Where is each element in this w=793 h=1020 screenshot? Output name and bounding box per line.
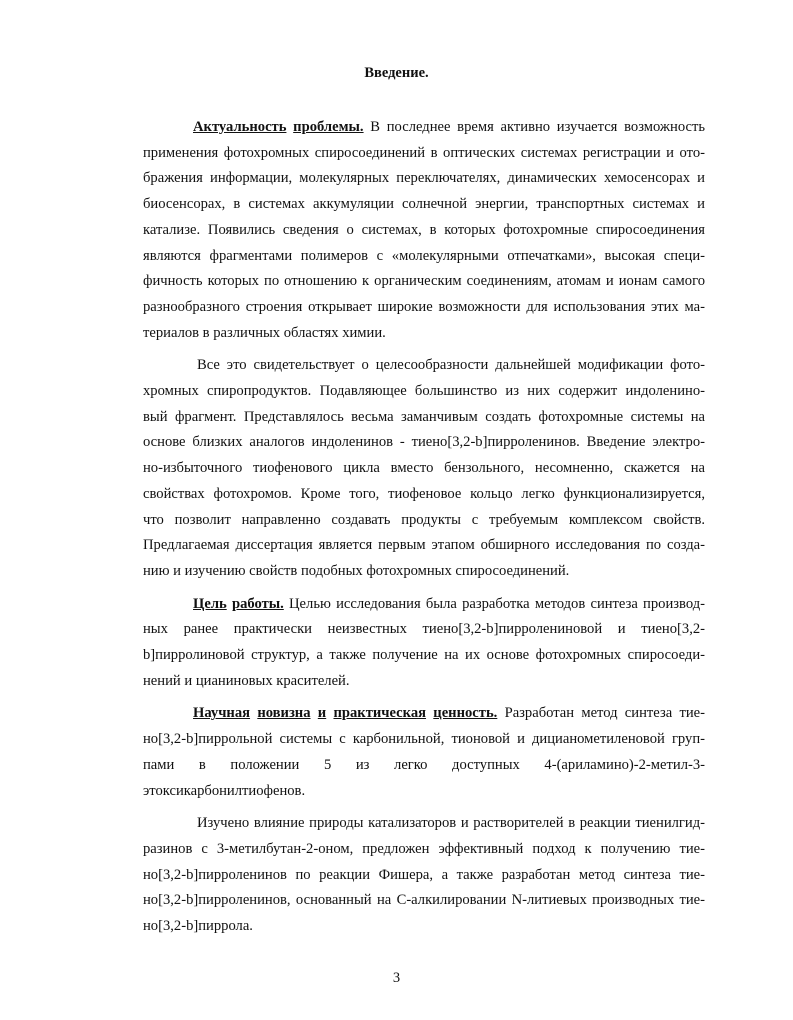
- paragraph-goal: [143, 592, 705, 695]
- text-line: основе близких аналогов индоленинов - тиено[3,2-b]пирроленинов. Введение электро-: [143, 434, 705, 451]
- text-line: но[3,2-b]пирроленинов, основанный на C-алкилировании N-литиевых производных тие-: [143, 892, 705, 909]
- text-line: биосенсорах, в системах аккумуляции солнечной энергии, транспортных системах и: [143, 196, 705, 213]
- text-line: этоксикарбонилтиофенов.: [143, 782, 306, 799]
- text-line: [143, 701, 705, 727]
- text-line: вый фрагмент. Представлялось весьма заманчивым создать фотохромные системы на: [143, 408, 705, 425]
- text-line: разнообразного строения открывает широкие возможности для использования этих ма-: [143, 298, 705, 315]
- text-line: фичность которых по отношению к органическим соединениям, атомам и ионам самого: [143, 273, 705, 290]
- section-label-word: работы.: [231, 595, 284, 612]
- text-line: применения фотохромных спиросоединений в оптических системах регистрации и ото-: [143, 144, 705, 161]
- text-line: бражения информации, молекулярных переключателях, динамических хемосенсорах и: [143, 170, 705, 187]
- section-heading: Введение.: [364, 65, 429, 81]
- text-line: [143, 115, 705, 141]
- text-run: Целью исследования была разработка методов синтеза производ-: [283, 595, 705, 612]
- text-line: разинов с 3-метилбутан-2-оном, предложен эффективный подход к получению тие-: [143, 840, 705, 857]
- text-line: но[3,2-b]пиррола.: [143, 918, 253, 935]
- text-line: b]пирролиновой структур, а также получение на их основе фотохромных спиросоеди-: [143, 647, 705, 664]
- section-label-word: Актуальность: [193, 119, 287, 135]
- text-line: нию и изучению свойств подобных фотохромных спиросоединений.: [143, 562, 570, 579]
- text-run: В последнее время активно изучается возможность: [363, 119, 705, 135]
- text-line: что позволит направленно создавать продукты с требуемым комплексом свойств.: [143, 511, 705, 528]
- section-label-word: Научная: [193, 705, 251, 722]
- text-line: но[3,2-b]пиррольной системы с карбонильной, тионовой и дицианометиленовой груп-: [143, 731, 705, 748]
- paragraph-studies: [143, 811, 705, 940]
- section-label-word: проблемы.: [293, 119, 364, 135]
- text-line: ных ранее практически неизвестных тиено[3,2-b]пирролениновой и тиено[3,2-: [143, 621, 705, 638]
- paragraph-novelty: [143, 701, 705, 804]
- text-line: но-избыточного тиофенового цикла вместо бензольного, несомненно, скажется на: [143, 460, 705, 477]
- text-line: Предлагаемая диссертация является первым этапом обширного исследования по созда-: [143, 537, 705, 554]
- section-label-word: и: [317, 705, 327, 722]
- text-line: пами в положении 5 из легко доступных 4-(ариламино)-2-метил-3-: [143, 756, 705, 773]
- text-line: катализе. Появились сведения о системах, в которых фотохромные спиросоединения: [143, 221, 705, 238]
- text-line: но[3,2-b]пирроленинов по реакции Фишера, а также разработан метод синтеза тие-: [143, 866, 705, 883]
- section-label-word: новизна: [257, 705, 311, 722]
- document-body: [143, 115, 705, 940]
- text-line: Все это свидетельствует о целесообразности дальнейшей модификации фото-: [197, 357, 705, 374]
- text-run: Разработан метод синтеза тие-: [497, 705, 705, 722]
- text-line: [143, 592, 705, 618]
- section-label-word: Цель: [193, 595, 227, 612]
- text-line: Изучено влияние природы катализаторов и растворителей в реакции тиенилгид-: [197, 815, 705, 832]
- text-line: териалов в различных областях химии.: [143, 324, 386, 341]
- paragraph-relevance: [143, 115, 705, 346]
- text-line: хромных спиропродуктов. Подавляющее большинство из них содержит индоленино-: [143, 383, 705, 400]
- text-line: являются фрагментами полимеров с «молекулярными отпечатками», высокая специ-: [143, 247, 705, 264]
- text-line: свойствах фотохромов. Кроме того, тиофеновое кольцо легко функционализируется,: [143, 485, 705, 502]
- paragraph-rationale: [143, 353, 705, 584]
- text-line: нений и цианиновых красителей.: [143, 672, 350, 689]
- page-number: 3: [392, 970, 401, 986]
- section-label-word: практическая: [333, 705, 427, 722]
- section-label-word: ценность.: [433, 705, 498, 722]
